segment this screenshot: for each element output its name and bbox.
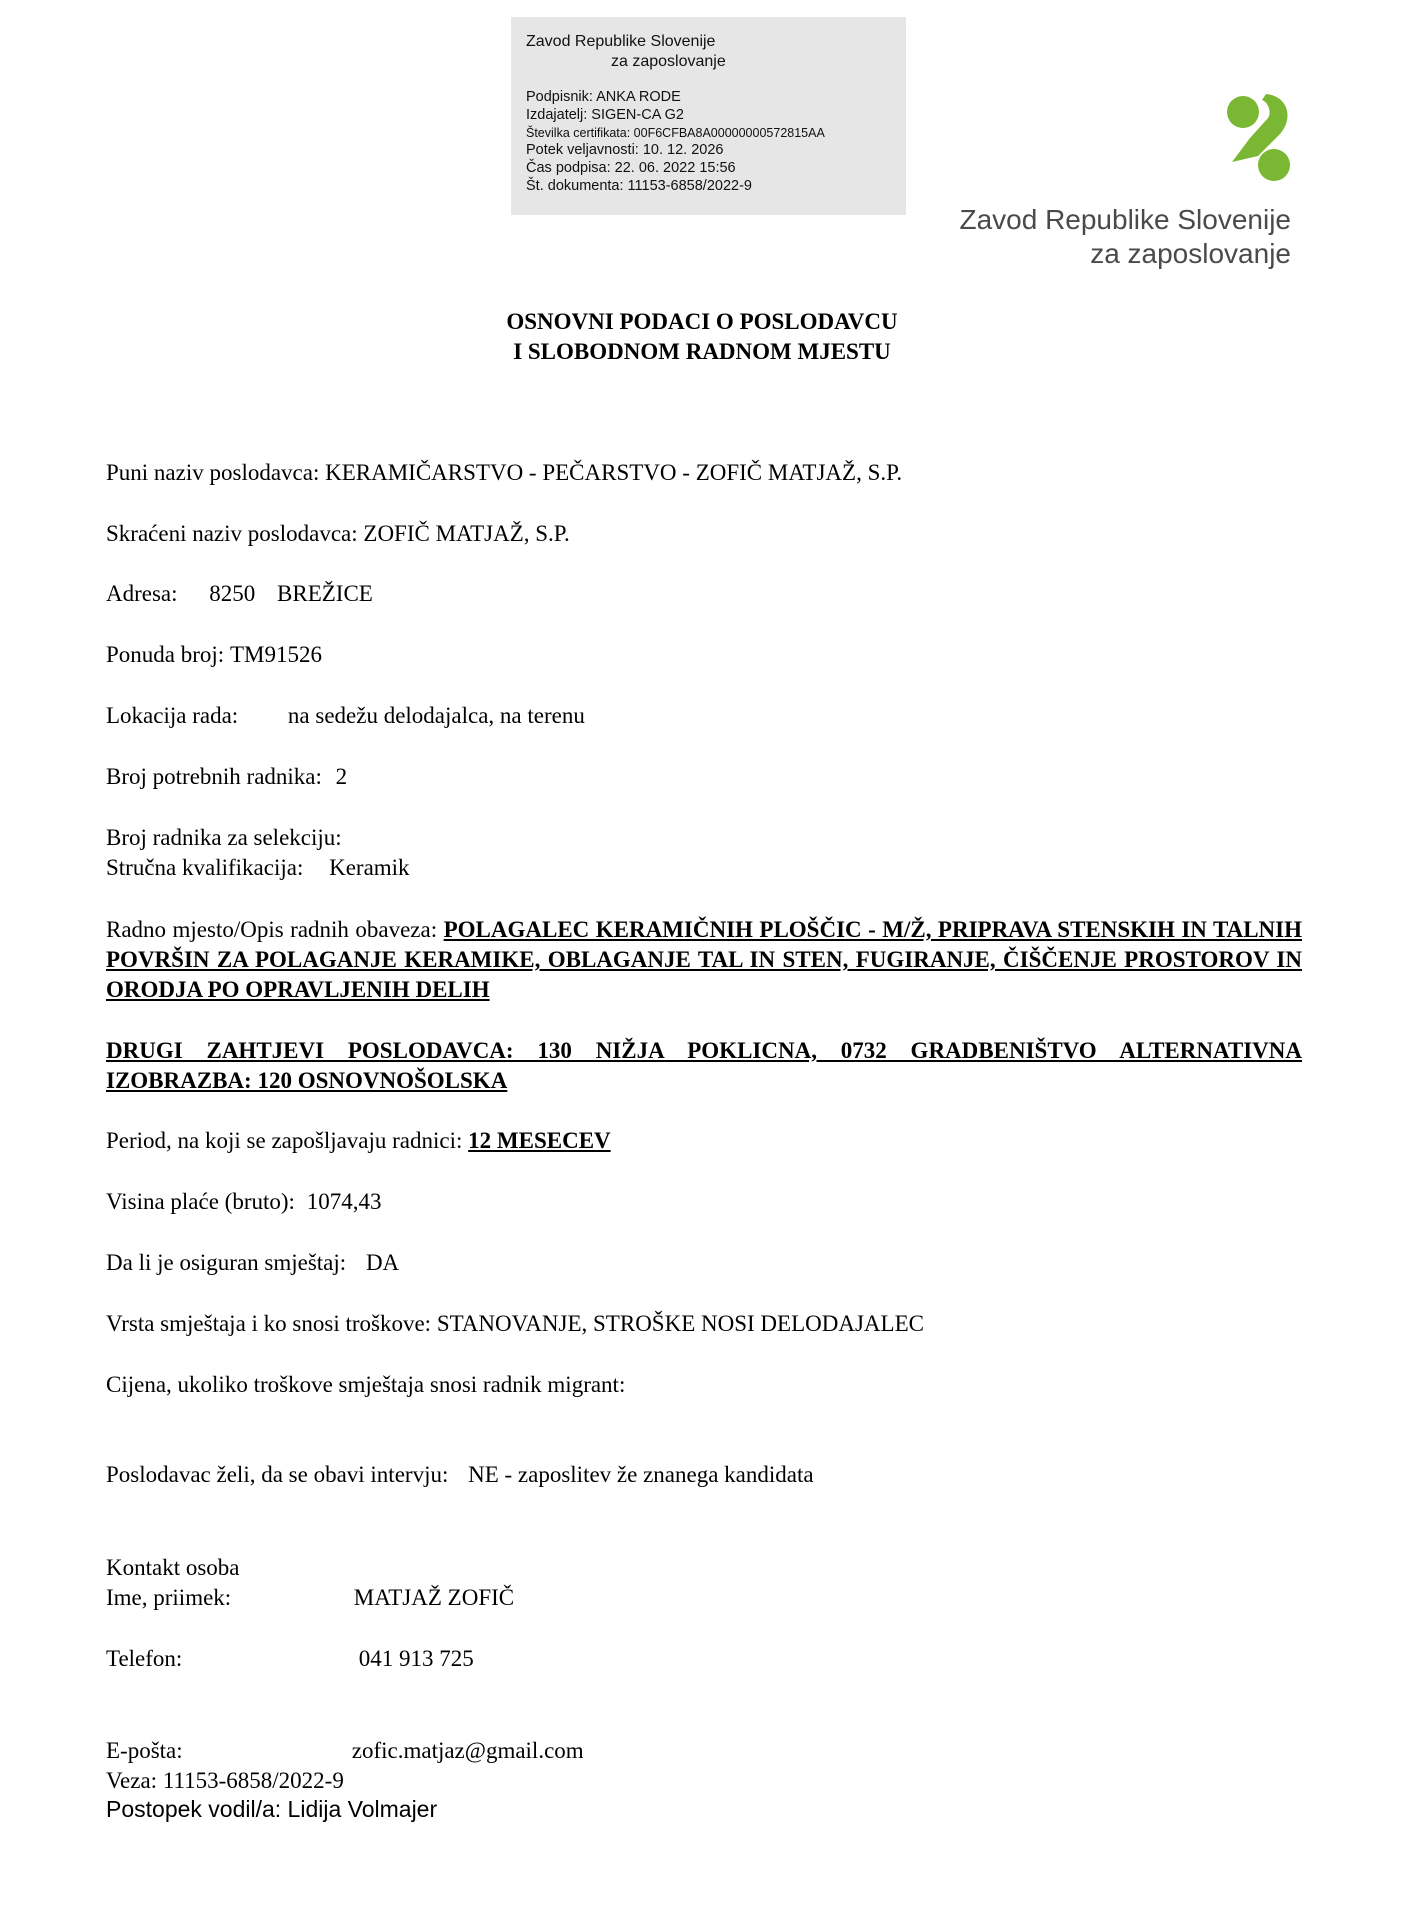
short-name-value: ZOFIČ MATJAŽ, S.P. — [363, 521, 570, 546]
accommodation-type-label: Vrsta smještaja i ko snosi troškove: — [106, 1311, 432, 1336]
digital-signature-box — [511, 17, 906, 215]
contact-phone-row — [106, 1646, 474, 1672]
period-row — [106, 1128, 611, 1154]
zrss-logo-icon — [1222, 92, 1292, 182]
title-line1: OSNOVNI PODACI O POSLODAVCU — [506, 309, 898, 334]
signature-validity: Potek veljavnosti: 10. 12. 2026 — [526, 142, 724, 159]
signature-issuer: Izdajatelj: SIGEN-CA G2 — [526, 106, 684, 123]
contact-email-label: E-pošta: — [106, 1738, 183, 1763]
contact-phone-value: 041 913 725 — [358, 1646, 474, 1671]
offer-row — [106, 642, 322, 668]
address-city: BREŽICE — [277, 581, 373, 606]
period-label: Period, na koji se zapošljavaju radnici: — [106, 1128, 463, 1153]
reference-number: Veza: 11153-6858/2022-9 — [106, 1768, 344, 1793]
handled-by: Postopek vodil/a: Lidija Volmajer — [106, 1796, 438, 1822]
contact-phone-label: Telefon: — [106, 1646, 183, 1671]
contact-name-label: Ime, priimek: — [106, 1585, 232, 1610]
address-zip: 8250 — [209, 581, 256, 606]
location-value: na sedežu delodajalca, na terenu — [287, 703, 585, 728]
signature-signer: Podpisnik: ANKA RODE — [526, 89, 681, 105]
header-org-name — [959, 203, 1291, 271]
signature-doc-number: Št. dokumenta: 11153-6858/2022-9 — [526, 177, 752, 194]
signature-org-line1: Zavod Republike Slovenije — [526, 33, 716, 50]
full-name-row — [106, 460, 902, 486]
short-name-label: Skraćeni naziv poslodavca: — [106, 521, 358, 546]
period-value: 12 MESECEV — [468, 1128, 611, 1153]
contact-name-value: MATJAŽ ZOFIČ — [353, 1585, 515, 1610]
header-org-line1: Zavod Republike Slovenije — [959, 204, 1291, 235]
signature-details — [526, 89, 825, 196]
qualification-value: Keramik — [329, 855, 410, 880]
location-label: Lokacija rada: — [106, 703, 239, 728]
full-name-value: KERAMIČARSTVO - PEČARSTVO - ZOFIČ MATJAŽ, S.P. — [325, 460, 903, 485]
salary-label: Visina plaće (bruto): — [106, 1189, 295, 1214]
interview-row — [106, 1462, 814, 1488]
short-name-row — [106, 521, 570, 547]
job-label: Radno mjesto/Opis radnih obaveza: — [106, 917, 438, 942]
document-title — [0, 307, 1404, 367]
qualification-label: Stručna kvalifikacija: — [106, 855, 304, 880]
contact-email-row — [106, 1738, 584, 1764]
interview-label: Poslodavac želi, da se obavi intervju: — [106, 1462, 449, 1487]
full-name-label: Puni naziv poslodavca: — [106, 460, 320, 485]
offer-value: TM91526 — [229, 642, 322, 667]
accommodation-type-row — [106, 1311, 924, 1337]
interview-value: NE - zaposlitev že znanega kandidata — [468, 1462, 814, 1487]
accommodation-label: Da li je osiguran smještaj: — [106, 1250, 347, 1275]
qualification-row — [106, 855, 410, 881]
accommodation-value: DA — [365, 1250, 400, 1275]
price-row — [106, 1372, 625, 1398]
address-label: Adresa: — [106, 581, 178, 606]
header-org-line2: za zaposlovanje — [1090, 238, 1291, 269]
title-line2: I SLOBODNOM RADNOM MJESTU — [513, 339, 891, 364]
job-description — [106, 915, 1302, 1005]
workers-row — [106, 764, 347, 790]
salary-value: 1074,43 — [306, 1189, 382, 1214]
signature-time: Čas podpisa: 22. 06. 2022 15:56 — [526, 160, 736, 177]
salary-row — [106, 1189, 381, 1215]
contact-email-value: zofic.matjaz@gmail.com — [351, 1738, 584, 1763]
signature-org-line2: za zaposlovanje — [611, 53, 726, 70]
job-value: POLAGALEC KERAMIČNIH PLOŠČIC - M/Ž, PRIPRAVA STENSKIH IN TALNIH POVRŠIN ZA POLAGANJE KERAMIKE, OBLAGANJE TAL IN STEN, FUGIRANJE, ČIŠČENJE PROSTOROV IN ORODJA PO OPRAVLJENIH DELIH — [106, 917, 1303, 1002]
selection-label: Broj radnika za selekciju: — [106, 825, 342, 850]
workers-value: 2 — [335, 764, 348, 789]
contact-name-row — [106, 1585, 514, 1611]
workers-label: Broj potrebnih radnika: — [106, 764, 322, 789]
accommodation-row — [106, 1250, 399, 1276]
accommodation-type-value: STANOVANJE, STROŠKE NOSI DELODAJALEC — [436, 1311, 924, 1336]
selection-row — [106, 825, 342, 851]
location-row — [106, 703, 585, 729]
price-label: Cijena, ukoliko troškove smještaja snosi radnik migrant: — [106, 1372, 626, 1397]
offer-label: Ponuda broj: — [106, 642, 225, 667]
address-row — [106, 581, 373, 607]
other-requirements: DRUGI ZAHTJEVI POSLODAVCA: 130 NIŽJA POKLICNA, 0732 GRADBENIŠTVO ALTERNATIVNA IZOBRAZBA: 120 OSNOVNOŠOLSKA — [106, 1038, 1302, 1093]
signature-certificate: Številka certifikata: 00F6CFBA8A00000000572815AA — [526, 125, 825, 140]
contact-heading: Kontakt osoba — [106, 1555, 240, 1580]
